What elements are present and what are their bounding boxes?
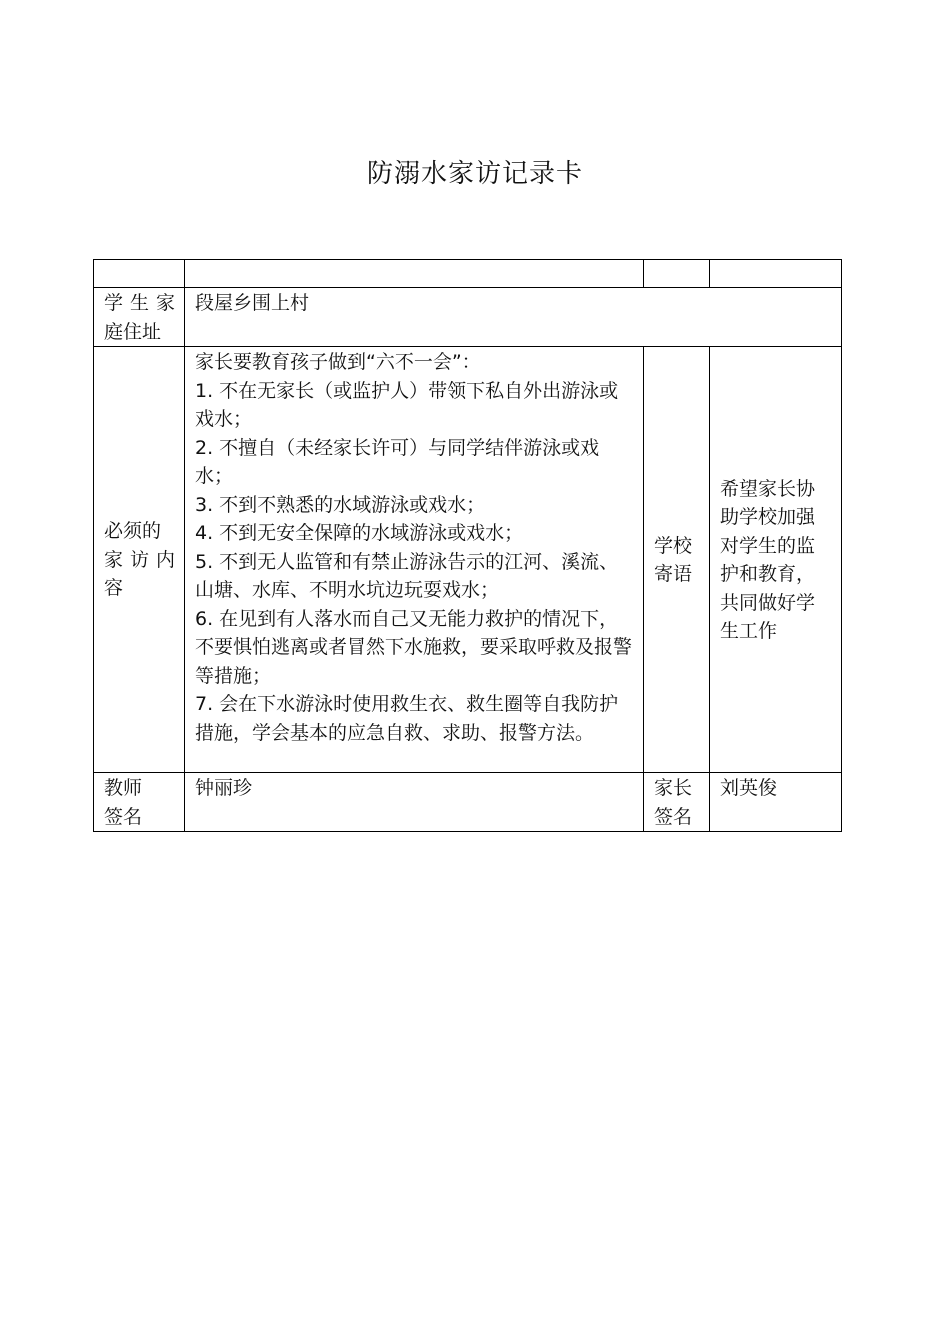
blank-cell <box>185 260 644 288</box>
content-label-cell <box>94 347 185 773</box>
content-label-line: 家 访 内 <box>104 548 175 571</box>
blank-cell <box>710 260 842 288</box>
teacher-sign-label <box>94 773 185 832</box>
blank-header-row <box>94 260 842 288</box>
address-value: 段屋乡围上村 <box>185 288 842 347</box>
address-row <box>94 288 842 347</box>
signature-row <box>94 773 842 832</box>
school-message-label-line: 寄语 <box>654 563 693 585</box>
visit-content-cell <box>185 347 644 773</box>
school-message-label-line: 学校 <box>654 534 693 557</box>
teacher-sign-value: 钟丽珍 <box>185 773 644 832</box>
content-item: 7. 会在下水游泳时使用救生衣、救生圈等自我防护措施，学会基本的应急自救、求助、报警方法。 <box>195 693 619 744</box>
school-message: 希望家长协助学校加强对学生的监护和教育，共同做好学生工作 <box>710 347 842 773</box>
address-label-line: 学 生 家 <box>104 292 175 314</box>
home-visit-record-table <box>93 259 842 832</box>
content-item: 6. 在见到有人落水而自己又无能力救护的情况下，不要惧怕逃离或者冒然下水施救，要采取呼救及报警等措施； <box>195 607 633 687</box>
content-label-line: 容 <box>104 577 124 600</box>
teacher-sign-label-line: 签名 <box>104 805 143 828</box>
parent-sign-value: 刘英俊 <box>710 773 842 832</box>
content-label-line: 必须的 <box>104 520 162 543</box>
parent-sign-label-line: 签名 <box>654 805 693 828</box>
school-message-label-cell <box>644 347 710 773</box>
address-label-line: 庭住址 <box>104 320 162 343</box>
blank-cell <box>94 260 185 288</box>
content-item: 4. 不到无安全保障的水域游泳或戏水； <box>195 522 524 544</box>
content-item: 1. 不在无家长（或监护人）带领下私自外出游泳或戏水； <box>195 379 619 430</box>
parent-sign-label <box>644 773 710 832</box>
content-intro: 家长要教育孩子做到“六不一会”： <box>195 351 481 373</box>
content-item: 3. 不到不熟悉的水域游泳或戏水； <box>195 493 486 516</box>
parent-sign-label-line: 家长 <box>654 777 693 799</box>
content-item: 5. 不到无人监管和有禁止游泳告示的江河、溪流、山塘、水库、不明水坑边玩耍戏水； <box>195 550 619 601</box>
teacher-sign-label-line: 教师 <box>104 777 143 799</box>
page-title: 防溺水家访记录卡 <box>366 159 583 189</box>
address-label-cell <box>94 288 185 347</box>
blank-cell <box>644 260 710 288</box>
content-item: 2. 不擅自（未经家长许可）与同学结伴游泳或戏水； <box>195 436 600 487</box>
visit-content-row <box>94 347 842 773</box>
